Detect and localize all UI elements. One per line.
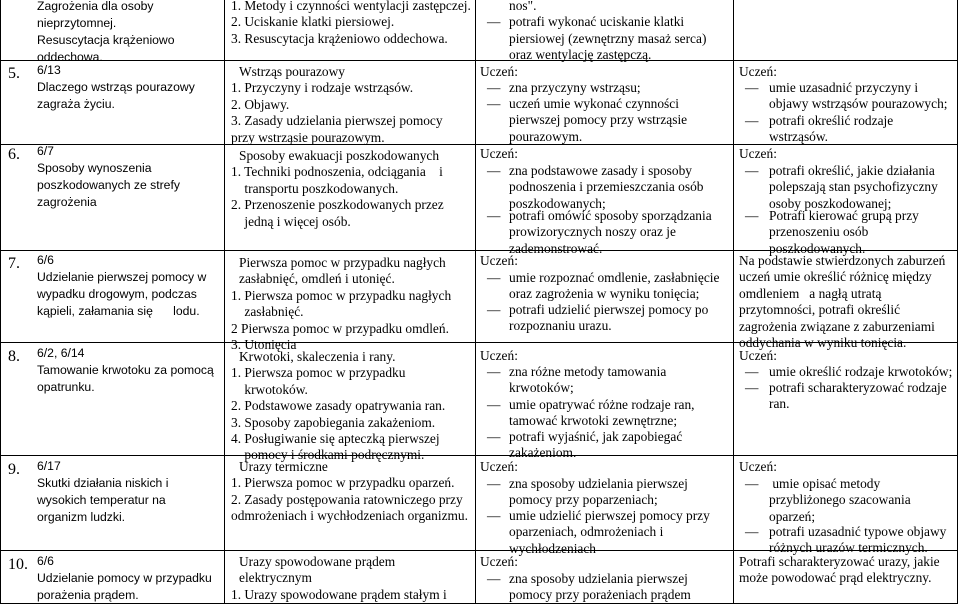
student-label: Uczeń: (480, 348, 518, 363)
text-line: oparzeniach, odmrożeniach i (509, 524, 664, 540)
text-line: zna sposoby udzielania pierwszej (509, 476, 688, 491)
text-line: Udzielanie pomocy w przypadku (37, 571, 212, 585)
text-line: kąpieli, załamania się lodu. (37, 304, 200, 318)
table-border-left (0, 0, 1, 604)
text-line: oraz zagrożenia w wyniku tonięcia; (509, 286, 700, 302)
text-line: jedną i więcej osób. (231, 213, 351, 229)
text-line: 2. Uciskanie klatki piersiowej. (231, 14, 395, 30)
content-block (231, 0, 471, 47)
requirement-item (769, 80, 948, 113)
text-line: nos". (509, 0, 537, 13)
text-line: umie określić rodzaje krwotoków; (769, 364, 953, 379)
table-border-col1 (224, 0, 225, 604)
text-line: porażenia prądem. (37, 588, 139, 602)
content-block (231, 459, 468, 525)
text-line: 3. Sposoby zapobiegania zakażeniom. (231, 414, 436, 430)
text-line: tamować krwotoki zewnętrzne; (509, 413, 678, 429)
bullet-dash: — (745, 364, 759, 379)
lesson-number: 5. (8, 65, 20, 82)
text-line: 6/6 (37, 554, 54, 568)
text-line: potrafi udzielić pierwszej pomocy po (509, 302, 709, 317)
student-label: Uczeń: (480, 146, 518, 161)
text-line: wysokich temperatur na (37, 493, 166, 507)
table-border-right (957, 0, 958, 604)
text-line: 1. Pierwsza pomoc w przypadku nagłych (231, 287, 452, 303)
student-label: Uczeń: (739, 459, 777, 474)
text-line: 2. Podstawowe zasady opatrywania ran. (231, 398, 446, 414)
bullet-dash: — (745, 380, 759, 395)
text-line: Pierwsza pomoc w przypadku nagłych (239, 255, 446, 270)
row-divider (0, 455, 958, 456)
bullet-dash: — (745, 113, 759, 128)
requirement-item (769, 380, 947, 413)
text-line: przybliżonego szacowania (769, 492, 911, 508)
text-line: zakażeniom. (509, 445, 577, 461)
text-line: odmrożeniach i wychłodzeniach organizmu. (231, 508, 468, 524)
text-line: 2 Pierwsza pomoc w przypadku omdleń. (231, 320, 449, 336)
text-line: zna różne metody tamowania (509, 364, 667, 379)
bullet-dash: — (487, 302, 501, 317)
text-line: wypadku drogowym, podczas (37, 287, 197, 301)
requirement-item (509, 270, 719, 303)
text-line: ran. (769, 396, 790, 412)
text-line: 1. Przyczyny i rodzaje wstrząsów. (231, 80, 414, 96)
text-line: Urazy spowodowane prądem (239, 554, 396, 569)
student-label: Uczeń: (480, 64, 518, 79)
text-line: Sposoby wynoszenia (37, 161, 152, 175)
text-line: 2. Zasady postępowania ratowniczego przy (231, 491, 463, 507)
bullet-dash: — (487, 476, 501, 491)
student-label: Uczeń: (480, 459, 518, 474)
text-line: zagrożenia (37, 195, 97, 209)
text-line: 1. Pierwsza pomoc w przypadku (231, 365, 406, 381)
text-line: poszkodowanych ze strefy (37, 178, 180, 192)
text-line: pomocy przy poparzeniach; (509, 492, 658, 508)
table-border-col3 (733, 0, 734, 604)
text-line: opatrunku. (37, 380, 95, 394)
text-line: umie udzielić pierwszej pomocy przy (509, 508, 710, 523)
text-line: 4. Posługiwanie się apteczką pierwszej (231, 431, 440, 447)
text-line: umie opisać metody (769, 476, 881, 491)
text-line: 1. Metody i czynności wentylacji zastępczej. (231, 0, 471, 13)
text-line: zagraża życiu. (37, 97, 115, 111)
requirement-item (509, 429, 682, 462)
lesson-number: 8. (8, 348, 20, 365)
text-line: krwotoków; (509, 380, 574, 396)
content-block (231, 255, 451, 353)
content-block (231, 554, 447, 603)
text-line: pourazowym. (509, 128, 583, 144)
text-line: potrafi wyjaśnić, jak zapobiegać (509, 429, 683, 444)
text-line: Zagrożenia dla osoby (37, 0, 154, 13)
bullet-dash: — (487, 96, 501, 111)
text-line: poszkodowanych. (769, 240, 866, 256)
text-line: pomocy i środkami podręcznymi. (231, 447, 425, 463)
text-line: Na podstawie stwierdzonych zaburzeń (739, 253, 946, 268)
text-line: zasłabnięć. (231, 304, 304, 320)
bullet-dash: — (745, 524, 759, 539)
text-line: poszkodowanych; (509, 195, 606, 211)
text-line: Resuscytacja krążeniowo (37, 33, 175, 47)
text-line: 6/2, 6/14 (37, 346, 85, 360)
text-line: potrafi uzasadnić typowe objawy (769, 524, 947, 539)
text-line: różnych urazów termicznych. (769, 540, 928, 556)
requirements-intro (509, 0, 706, 64)
text-line: potrafi wykonać uciskanie klatki (509, 14, 685, 30)
text-line: omdleniem a nagłą utratą (739, 285, 882, 301)
bullet-dash: — (745, 208, 759, 223)
lesson-topic (37, 252, 206, 320)
lesson-topic (37, 345, 214, 396)
text-line: umie rozpoznać omdlenie, zasłabnięcie (509, 270, 720, 285)
bullet-dash: — (745, 476, 759, 491)
text-line: organizm ludzki. (37, 510, 126, 524)
text-line: Potrafi kierować grupą przy (769, 208, 919, 223)
requirement-item (509, 96, 687, 145)
text-line: uczeń umie wykonać czynności (509, 96, 679, 111)
text-line: 6/6 (37, 253, 54, 267)
bullet-dash: — (487, 208, 501, 223)
bullet-dash: — (487, 163, 501, 178)
text-line: 1. Pierwsza pomoc w przypadku oparzeń. (231, 475, 455, 491)
student-label: Uczeń: (739, 146, 777, 161)
text-line: zna podstawowe zasady i sposoby (509, 163, 692, 178)
text-line: potrafi określić, jakie działania (769, 163, 935, 178)
text-line: zagrożenia związane z zaburzeniami (739, 318, 935, 334)
requirement-item (509, 476, 688, 509)
text-line: Wstrząs pourazowy (239, 64, 345, 79)
text-line: uczeń umie określić różnicę między (739, 269, 932, 285)
text-line: zademonstrować. (509, 240, 603, 256)
text-line: przy wstrząsie pourazowym. (231, 129, 385, 145)
text-line: objawy wstrząsów pourazowych; (769, 96, 948, 112)
text-line: zna przyczyny wstrząsu; (509, 80, 641, 95)
requirement-item (509, 163, 703, 212)
bullet-dash: — (487, 270, 501, 285)
text-line: potrafi omówić sposoby sporządzania (509, 208, 712, 223)
text-line: Dlaczego wstrząs pourazowy (37, 80, 195, 94)
text-line: oddechowa. (37, 50, 103, 64)
text-line: piersiowej (zewnętrzny masaż serca) (509, 30, 707, 46)
text-line: podnoszenia i przemieszczania osób (509, 179, 704, 195)
text-line: Tamowanie krwotoku za pomocą (37, 363, 214, 377)
text-line: 6/17 (37, 459, 61, 473)
text-line: 6/7 (37, 144, 54, 158)
student-label: Uczeń: (480, 253, 518, 268)
requirement-item (769, 208, 919, 257)
student-label: Uczeń: (739, 348, 777, 363)
lesson-topic (37, 458, 168, 526)
requirement-item (509, 571, 691, 604)
text-line: potrafi określić rodzaje (769, 113, 894, 128)
text-line: polepszają stan psychofizyczny (769, 179, 938, 195)
text-line: 3. Zasady udzielania pierwszej pomocy (231, 113, 443, 129)
lesson-topic (37, 553, 212, 604)
bullet-dash: — (487, 364, 501, 379)
text-line: oparzeń; (769, 508, 816, 524)
text-line: może powodować prąd elektryczny. (739, 570, 932, 586)
requirement-item (769, 476, 911, 525)
text-line: elektrycznym (239, 570, 312, 586)
requirement-text (739, 554, 940, 587)
table-border-col2 (475, 0, 476, 604)
bullet-dash: — (487, 508, 501, 523)
student-label: Uczeń: (739, 64, 777, 79)
text-line: 6/13 (37, 63, 61, 77)
text-line: 1. Urazy spowodowane prądem stałym i (231, 586, 447, 602)
text-line: Sposoby ewakuacji poszkodowanych (239, 148, 440, 163)
text-line: przytomności, potrafi określić (739, 302, 901, 318)
bullet-dash: — (745, 80, 759, 95)
text-line: Skutki działania niskich i (37, 476, 169, 490)
text-line: wychłodzeniach (509, 540, 596, 556)
text-line: transportu poszkodowanych. (231, 180, 399, 196)
text-line: Krwotoki, skaleczenia i rany. (239, 349, 396, 364)
lesson-number: 6. (8, 146, 20, 163)
col1-top-cell (37, 0, 175, 66)
content-block (231, 64, 443, 146)
requirement-item (769, 524, 946, 557)
content-block (231, 349, 445, 464)
lesson-topic (37, 62, 195, 113)
text-line: Urazy termiczne (239, 459, 328, 474)
bullet-dash: — (487, 429, 501, 444)
requirement-text (739, 253, 945, 351)
text-line: oraz wentylację zastępczą. (509, 47, 652, 63)
text-line: umie uzasadnić przyczyny i (769, 80, 919, 95)
bullet-dash: — (487, 571, 501, 586)
requirement-item (769, 364, 952, 380)
text-line: prowizorycznych noszy oraz je (509, 224, 676, 240)
text-line: 3. Utonięcia (231, 337, 297, 353)
lesson-number: 9. (8, 461, 20, 478)
text-line: Potrafi scharakteryzować urazy, jakie (739, 554, 940, 569)
text-line: 2. Objawy. (231, 96, 290, 112)
student-label: Uczeń: (480, 554, 518, 569)
requirement-item (509, 397, 695, 430)
text-line: zna sposoby udzielania pierwszej (509, 571, 688, 586)
requirement-item (509, 364, 666, 397)
bullet-dash: — (487, 397, 501, 412)
requirement-item (769, 163, 938, 212)
text-line: osoby poszkodowanej; (769, 195, 892, 211)
requirement-item (509, 508, 710, 557)
text-line: 1. Techniki podnoszenia, odciągania i (231, 164, 443, 180)
text-line: rozpoznaniu urazu. (509, 318, 612, 334)
text-line: oddychania w wyniku tonięcia. (739, 335, 907, 351)
lesson-number: 7. (8, 255, 20, 272)
bullet-dash: — (487, 80, 501, 95)
bullet-dash: — (745, 163, 759, 178)
text-line: krwotoków. (231, 381, 308, 397)
text-line: wstrząsów. (769, 129, 829, 145)
text-line: 3. Resuscytacja krążeniowo oddechowa. (231, 30, 448, 46)
text-line: umie opatrywać różne rodzaje ran, (509, 397, 695, 412)
text-line: pierwszej pomocy przy wstrząsie (509, 112, 688, 128)
lesson-number: 10. (8, 556, 28, 573)
text-line: zasłabnięć, omdleń i utonięć. (239, 271, 395, 287)
content-block (231, 148, 444, 230)
requirement-item (509, 208, 712, 257)
lesson-topic (37, 143, 180, 211)
text-line: potrafi scharakteryzować rodzaje (769, 380, 947, 395)
requirement-item (509, 80, 641, 96)
text-line: pomocy przy porażeniach prądem (509, 587, 691, 603)
text-line: 2. Przenoszenie poszkodowanych przez (231, 197, 444, 213)
text-line: Udzielanie pierwszej pomocy w (37, 270, 207, 284)
text-line: nieprzytomnej. (37, 16, 117, 30)
bullet-dash: — (487, 14, 501, 29)
requirement-item (769, 113, 893, 146)
text-line: przenoszeniu osób (769, 224, 869, 240)
requirement-item (509, 302, 708, 335)
